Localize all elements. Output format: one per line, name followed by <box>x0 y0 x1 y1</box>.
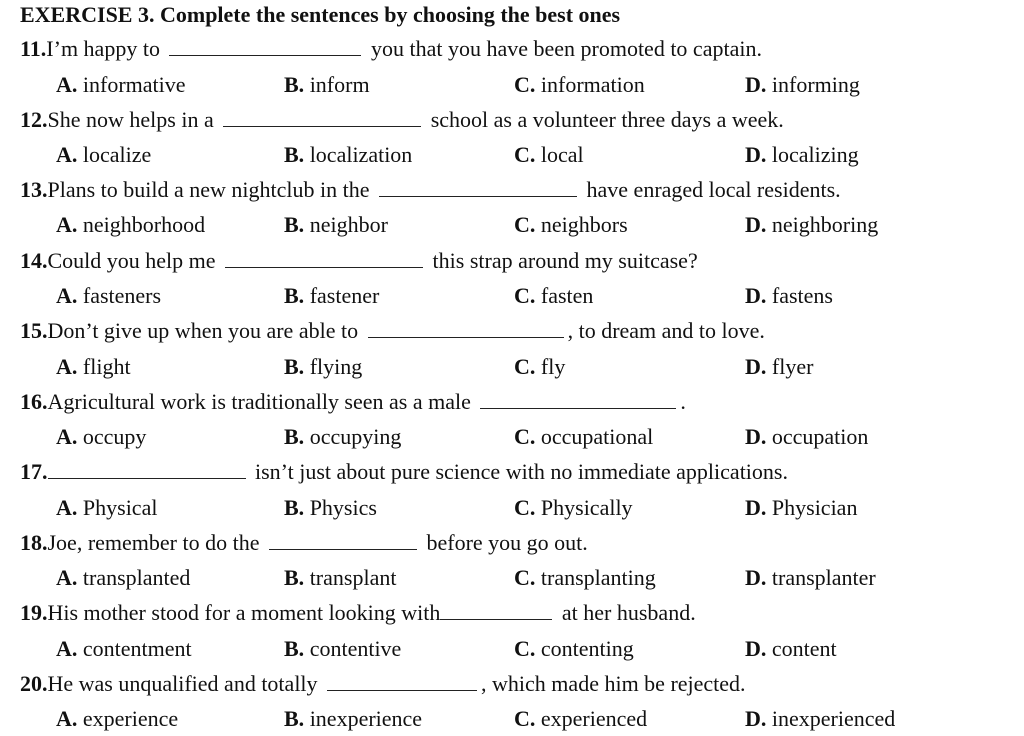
option-letter: D. <box>745 142 767 167</box>
option-letter: C. <box>514 636 536 661</box>
answer-blank[interactable] <box>480 390 676 409</box>
option-b[interactable] <box>284 565 396 591</box>
option-text: flight <box>77 354 131 379</box>
exercise-title: EXERCISE 3. Complete the sentences by choosing the best ones <box>20 2 621 27</box>
question-number: 14. <box>20 248 48 273</box>
option-a[interactable] <box>56 706 178 732</box>
option-b[interactable] <box>284 142 412 168</box>
question-14 <box>20 248 698 278</box>
question-text-before: She now helps in a <box>47 107 220 132</box>
question-text-after: before you go out. <box>421 530 588 555</box>
option-text: fly <box>535 354 566 379</box>
question-number: 11. <box>20 36 47 61</box>
option-a[interactable] <box>56 565 190 591</box>
option-c[interactable] <box>514 72 645 98</box>
option-text: inexperience <box>304 706 423 731</box>
question-15 <box>20 318 765 348</box>
option-d[interactable] <box>745 354 813 380</box>
question-11 <box>20 36 762 66</box>
option-letter: A. <box>56 72 78 97</box>
option-d[interactable] <box>745 565 876 591</box>
question-text-after: this strap around my suitcase? <box>427 248 698 273</box>
question-number: 13. <box>20 177 48 202</box>
question-text-before: Joe, remember to do the <box>47 530 265 555</box>
question-text-before: His mother stood for a moment looking with <box>47 600 441 625</box>
question-18 <box>20 530 588 560</box>
option-a[interactable] <box>56 72 186 98</box>
options-11 <box>0 72 1024 102</box>
option-text: transplanting <box>535 565 656 590</box>
option-letter: A. <box>56 142 78 167</box>
option-letter: D. <box>745 72 767 97</box>
option-b[interactable] <box>284 706 422 732</box>
option-letter: C. <box>514 424 536 449</box>
question-number: 16. <box>20 389 48 414</box>
option-text: flyer <box>766 354 814 379</box>
option-text: Physically <box>535 495 633 520</box>
option-text: informative <box>77 72 186 97</box>
options-13 <box>0 212 1024 242</box>
option-text: Physics <box>304 495 377 520</box>
option-letter: A. <box>56 565 78 590</box>
question-number: 18. <box>20 530 48 555</box>
question-text-before: Don’t give up when you are able to <box>47 318 364 343</box>
question-text-after: , which made him be rejected. <box>481 671 746 696</box>
question-number: 15. <box>20 318 48 343</box>
option-letter: B. <box>284 72 305 97</box>
option-text: fastener <box>304 283 380 308</box>
option-c[interactable] <box>514 565 656 591</box>
option-text: fasten <box>535 283 594 308</box>
option-text: neighbor <box>304 212 388 237</box>
question-text-before: Plans to build a new nightclub in the <box>47 177 376 202</box>
answer-blank[interactable] <box>48 460 246 479</box>
answer-blank[interactable] <box>223 108 421 127</box>
option-text: Physician <box>766 495 858 520</box>
question-number: 20. <box>20 671 48 696</box>
options-17 <box>0 495 1024 525</box>
option-text: contenting <box>535 636 634 661</box>
option-b[interactable] <box>284 424 401 450</box>
option-text: transplanter <box>766 565 876 590</box>
answer-blank[interactable] <box>169 37 361 56</box>
option-letter: D. <box>745 495 767 520</box>
option-letter: D. <box>745 424 767 449</box>
question-16 <box>20 389 686 419</box>
option-b[interactable] <box>284 495 377 521</box>
option-b[interactable] <box>284 283 379 309</box>
option-letter: B. <box>284 636 305 661</box>
option-a[interactable] <box>56 212 205 238</box>
option-d[interactable] <box>745 495 857 521</box>
option-letter: A. <box>56 636 78 661</box>
option-text: Physical <box>77 495 158 520</box>
option-letter: D. <box>745 283 767 308</box>
option-letter: A. <box>56 212 78 237</box>
option-letter: D. <box>745 706 767 731</box>
option-text: flying <box>304 354 363 379</box>
question-number: 17. <box>20 459 48 484</box>
option-text: experience <box>77 706 179 731</box>
option-letter: B. <box>284 283 305 308</box>
option-text: contentment <box>77 636 192 661</box>
option-letter: C. <box>514 706 536 731</box>
option-b[interactable] <box>284 636 401 662</box>
option-text: contentive <box>304 636 402 661</box>
option-text: localize <box>77 142 152 167</box>
option-c[interactable] <box>514 142 584 168</box>
option-text: informing <box>766 72 860 97</box>
option-c[interactable] <box>514 495 633 521</box>
option-text: experienced <box>535 706 648 731</box>
question-text-before: I’m happy to <box>46 36 166 61</box>
option-d[interactable] <box>745 424 868 450</box>
option-text: localizing <box>766 142 859 167</box>
question-text-after: isn’t just about pure science with no immediate applications. <box>249 459 788 484</box>
option-letter: B. <box>284 212 305 237</box>
option-text: occupying <box>304 424 402 449</box>
question-text-after: school as a volunteer three days a week. <box>425 107 784 132</box>
answer-blank[interactable] <box>225 249 423 268</box>
option-b[interactable] <box>284 354 362 380</box>
option-letter: C. <box>514 283 536 308</box>
answer-blank[interactable] <box>440 601 552 620</box>
question-text-after: , to dream and to love. <box>567 318 765 343</box>
option-letter: C. <box>514 354 536 379</box>
option-d[interactable] <box>745 636 837 662</box>
option-d[interactable] <box>745 706 895 732</box>
option-text: inform <box>304 72 370 97</box>
answer-blank[interactable] <box>269 531 417 550</box>
question-text-after: have enraged local residents. <box>581 177 841 202</box>
question-number: 19. <box>20 600 48 625</box>
option-d[interactable] <box>745 72 860 98</box>
option-c[interactable] <box>514 636 634 662</box>
options-19 <box>0 636 1024 666</box>
option-letter: C. <box>514 212 536 237</box>
option-letter: D. <box>745 212 767 237</box>
options-16 <box>0 424 1024 454</box>
option-c[interactable] <box>514 283 593 309</box>
option-letter: B. <box>284 565 305 590</box>
answer-blank[interactable] <box>368 319 564 338</box>
option-letter: C. <box>514 495 536 520</box>
question-12 <box>20 107 784 137</box>
options-12 <box>0 142 1024 172</box>
options-14 <box>0 283 1024 313</box>
option-letter: C. <box>514 565 536 590</box>
option-text: localization <box>304 142 413 167</box>
option-a[interactable] <box>56 142 151 168</box>
option-letter: D. <box>745 565 767 590</box>
option-d[interactable] <box>745 142 859 168</box>
option-letter: B. <box>284 706 305 731</box>
option-b[interactable] <box>284 212 388 238</box>
option-text: neighbors <box>535 212 628 237</box>
option-letter: D. <box>745 636 767 661</box>
option-letter: A. <box>56 706 78 731</box>
option-b[interactable] <box>284 72 370 98</box>
option-text: transplant <box>304 565 397 590</box>
option-text: neighborhood <box>77 212 206 237</box>
question-text-after: you that you have been promoted to captain. <box>365 36 762 61</box>
option-text: occupational <box>535 424 654 449</box>
question-text-before: He was unqualified and totally <box>47 671 324 696</box>
question-text-before: Agricultural work is traditionally seen as a male <box>47 389 477 414</box>
question-text-after: at her husband. <box>556 600 696 625</box>
option-letter: A. <box>56 495 78 520</box>
option-c[interactable] <box>514 354 565 380</box>
option-text: fastens <box>766 283 833 308</box>
options-20 <box>0 706 1024 736</box>
question-13 <box>20 177 841 207</box>
option-letter: A. <box>56 283 78 308</box>
option-d[interactable] <box>745 283 833 309</box>
option-a[interactable] <box>56 354 131 380</box>
option-c[interactable] <box>514 706 647 732</box>
option-text: occupy <box>77 424 147 449</box>
option-text: fasteners <box>77 283 162 308</box>
options-18 <box>0 565 1024 595</box>
question-17 <box>20 459 788 489</box>
option-a[interactable] <box>56 283 161 309</box>
question-text-before: Could you help me <box>47 248 222 273</box>
option-letter: C. <box>514 142 536 167</box>
option-text: content <box>766 636 837 661</box>
option-c[interactable] <box>514 212 628 238</box>
option-letter: C. <box>514 72 536 97</box>
option-text: inexperienced <box>766 706 896 731</box>
answer-blank[interactable] <box>327 672 477 691</box>
option-d[interactable] <box>745 212 878 238</box>
option-text: occupation <box>766 424 869 449</box>
option-text: neighboring <box>766 212 879 237</box>
option-letter: B. <box>284 424 305 449</box>
option-c[interactable] <box>514 424 653 450</box>
option-letter: A. <box>56 424 78 449</box>
option-letter: B. <box>284 354 305 379</box>
option-letter: D. <box>745 354 767 379</box>
option-a[interactable] <box>56 424 146 450</box>
option-a[interactable] <box>56 495 157 521</box>
option-letter: B. <box>284 142 305 167</box>
options-15 <box>0 354 1024 384</box>
option-text: local <box>535 142 584 167</box>
answer-blank[interactable] <box>379 178 577 197</box>
option-text: information <box>535 72 645 97</box>
option-a[interactable] <box>56 636 192 662</box>
option-letter: B. <box>284 495 305 520</box>
option-letter: A. <box>56 354 78 379</box>
question-20 <box>20 671 746 701</box>
option-text: transplanted <box>77 565 191 590</box>
question-text-after: . <box>680 389 686 414</box>
question-19 <box>20 600 696 630</box>
question-number: 12. <box>20 107 48 132</box>
